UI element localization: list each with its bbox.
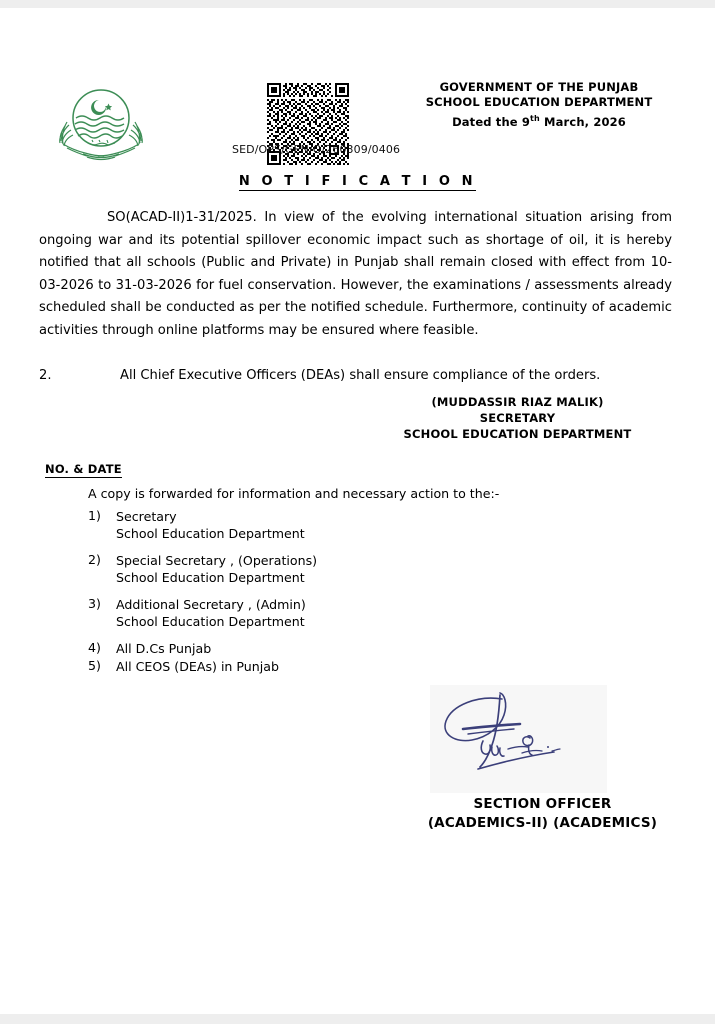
document-date: [370, 115, 708, 129]
reference-number: SED/OPS/GEN/O/260309/0406: [232, 143, 401, 156]
list-item-title: All CEOS (DEAs) in Punjab: [116, 659, 279, 674]
distribution-intro: A copy is forwarded for information and necessary action to the:-: [88, 486, 500, 501]
list-item-title: Special Secretary , (Operations): [116, 553, 318, 568]
date-ordinal-suffix: th: [530, 114, 540, 124]
no-and-date-heading: [45, 462, 122, 476]
secretary-name: (MUDDASSIR RIAZ MALIK): [431, 395, 604, 409]
list-item-text: [116, 552, 317, 586]
body-paragraph-2: [39, 365, 672, 387]
list-item-text: [116, 658, 279, 675]
date-suffix: March, 2026: [539, 115, 626, 129]
list-item-number: 3): [88, 596, 101, 611]
list-item-subtitle: School Education Department: [116, 614, 305, 629]
list-item-subtitle: School Education Department: [116, 570, 305, 585]
list-item-number: 4): [88, 640, 101, 655]
government-emblem-icon: [47, 78, 155, 164]
section-officer-title: SECTION OFFICER: [473, 796, 612, 812]
paragraph-2-number: 2.: [39, 368, 52, 383]
secretary-signature-block: [345, 394, 690, 442]
body-paragraph-1: SO(ACAD-II)1-31/2025. In view of the evolving international situation arising from ongoing war and its potential spillover economic impact such as shortage of oil, it is hereby notified that all schools (Public and Private) in Punjab shall remain closed with effect from 10-03-2026 to 31-03-2026 for fuel conservation. However, the examinations / assessments already scheduled shall be conducted as per the notified schedule. Furthermore, continuity of academic activities through online platforms may be ensured where feasible.: [39, 210, 672, 338]
list-item-text: [116, 508, 305, 542]
list-item-number: 1): [88, 508, 101, 523]
viewer-bottom-strip: [0, 1014, 715, 1024]
government-title-line1: GOVERNMENT OF THE PUNJAB: [439, 80, 639, 94]
list-item-subtitle: School Education Department: [116, 526, 305, 541]
government-title-line2: SCHOOL EDUCATION DEPARTMENT: [425, 95, 653, 109]
no-and-date-text: NO. & DATE: [45, 462, 122, 476]
list-item: [88, 552, 588, 586]
list-item-title: All D.Cs Punjab: [116, 641, 212, 656]
list-item: [88, 508, 588, 542]
distribution-list: [88, 508, 588, 676]
list-item-number: 5): [88, 658, 101, 673]
handwritten-signature: [430, 685, 607, 793]
list-item-title: Additional Secretary , (Admin): [116, 597, 306, 612]
government-title: [370, 80, 708, 110]
notification-body: [39, 207, 672, 343]
viewer-top-strip: [0, 0, 715, 8]
paragraph-2-text: All Chief Executive Officers (DEAs) shall ensure compliance of the orders.: [120, 368, 601, 383]
list-item-number: 2): [88, 552, 101, 567]
section-officer-block: [370, 795, 715, 833]
section-officer-branch: (ACADEMICS-II) (ACADEMICS): [427, 815, 658, 831]
list-item: [88, 658, 588, 675]
list-item: [88, 640, 588, 657]
list-item: [88, 596, 588, 630]
secretary-designation: SECRETARY: [479, 411, 556, 425]
list-item-text: [116, 640, 211, 657]
secretary-department: SCHOOL EDUCATION DEPARTMENT: [403, 427, 632, 441]
date-prefix: Dated the 9: [452, 115, 531, 129]
page-title-text: N O T I F I C A T I O N: [238, 174, 477, 189]
list-item-text: [116, 596, 306, 630]
document-header: [0, 34, 715, 154]
list-item-title: Secretary: [116, 509, 177, 524]
page-title: [0, 174, 715, 189]
